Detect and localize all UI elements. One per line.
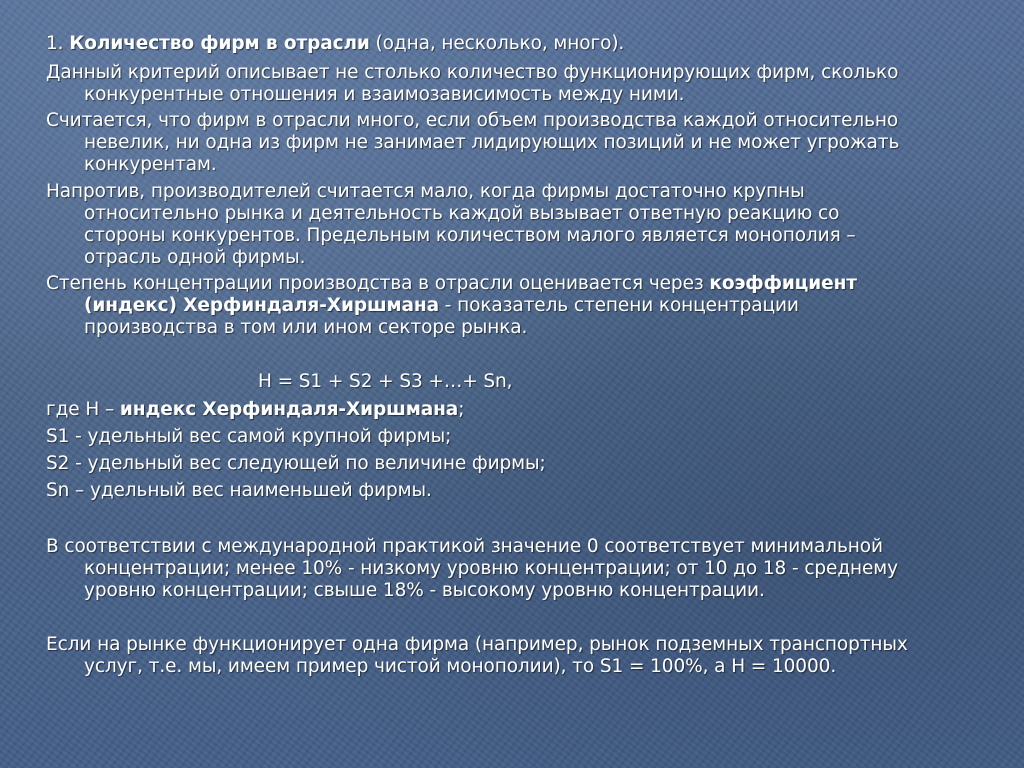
paragraph-line: отрасль одной фирмы. — [84, 247, 306, 268]
paragraph-line: S2 - удельный вес следующей по величине фирмы; — [46, 453, 546, 474]
heading-line: 1. Количество фирм в отрасли (одна, несколько, много). — [46, 33, 625, 54]
formula: H = S1 + S2 + S3 +…+ Sn, — [258, 371, 513, 392]
paragraph-line: Данный критерий описывает не столько количество функционирующих фирм, сколько — [46, 62, 899, 83]
paragraph-line: конкурентам. — [84, 154, 217, 175]
paragraph-line: уровню концентрации; свыше 18% - высокому уровню концентрации. — [84, 580, 765, 601]
paragraph-line: относительно рынка и деятельность каждой вызывает ответную реакцию со — [84, 203, 840, 224]
paragraph-line: Если на рынке функционирует одна фирма (например, рынок подземных транспортных — [46, 634, 908, 655]
paragraph-line: услуг, т.е. мы, имеем пример чистой монополии), то S1 = 100%, а Н = 10000. — [84, 656, 837, 677]
paragraph-line: невелик, ни одна из фирм не занимает лидирующих позиций и не может угрожать — [84, 132, 900, 153]
paragraph-line: В соответствии с международной практикой значение 0 соответствует минимальной — [46, 536, 883, 557]
paragraph-line: где Н – индекс Херфиндаля-Хиршмана; — [46, 399, 465, 420]
paragraph-line: (индекс) Херфиндаля-Хиршмана - показатель степени концентрации — [84, 295, 799, 316]
paragraph-line: конкурентные отношения и взаимозависимость между ними. — [84, 84, 685, 105]
paragraph-line: концентрации; менее 10% - низкому уровню концентрации; от 10 до 18 - среднему — [84, 558, 898, 579]
paragraph-line: стороны конкурентов. Предельным количеством малого является монополия – — [84, 225, 856, 246]
paragraph-line: Напротив, производителей считается мало, когда фирмы достаточно крупны — [46, 181, 805, 202]
paragraph-line: производства в том или ином секторе рынка. — [84, 317, 528, 338]
paragraph-line: Считается, что фирм в отрасли много, если объем производства каждой относительно — [46, 110, 899, 131]
paragraph-line: Sn – удельный вес наименьшей фирмы. — [46, 480, 432, 501]
paragraph-line: S1 - удельный вес самой крупной фирмы; — [46, 426, 452, 447]
paragraph-line: Степень концентрации производства в отрасли оценивается через коэффициент — [46, 273, 857, 294]
